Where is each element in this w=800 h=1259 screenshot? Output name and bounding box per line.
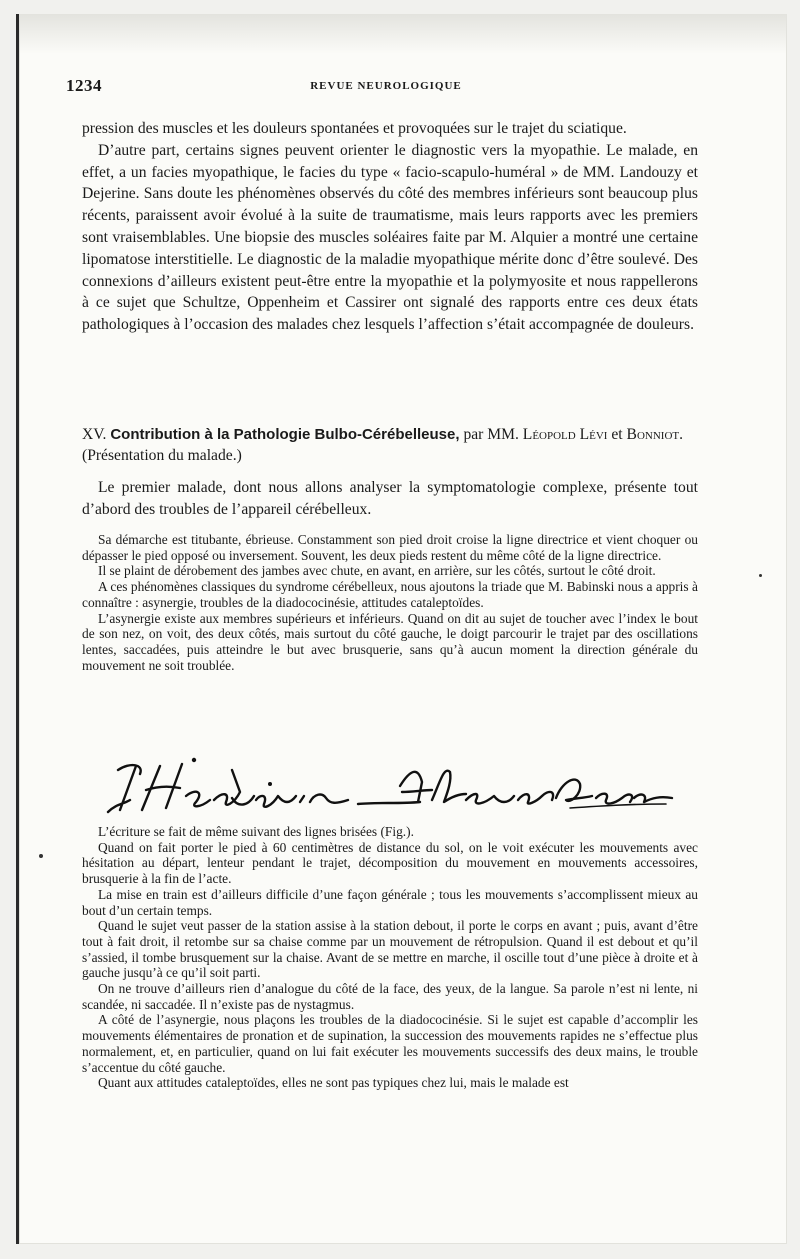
section-title-line xyxy=(82,424,698,466)
paragraph: Quand on fait porter le pied à 60 centimètres de distance du sol, on le voit exécuter les mouvements avec hésitation au départ, lenteur pendant le trajet, décomposition du mouvement en mouvements accessoires, brusquerie à la fin de l’acte. xyxy=(82,839,698,887)
paragraph: Il se plaint de dérobement des jambes avec chute, en avant, en arrière, sur les côtés, surtout le côté droit. xyxy=(98,563,656,579)
paragraph: L’écriture se fait de même suivant des lignes brisées (Fig.). xyxy=(98,824,414,839)
author-2: Bonniot. xyxy=(626,426,684,443)
page-header xyxy=(66,76,706,98)
paragraph: pression des muscles et les douleurs spontanées et provoquées sur le trajet du sciatique. xyxy=(82,120,627,137)
paragraph: L’asynergie existe aux membres supérieurs et inférieurs. Quand on dit au sujet de toucher avec l’index le bout de son nez, on voit, des deux côtés, mais surtout du côté gauche, le doigt parcourir le trajet par des oscillations lentes, saccadées, puis atteindre le but avec brusquerie, sans qu’à aucun moment la direction générale du mouvement ne soit troublée. xyxy=(82,610,698,673)
paragraph: A ces phénomènes classiques du syndrome cérébelleux, nous ajoutons la triade que M. Babinski nous a appris à connaître : asynergie, troubles de la diadococinésie, attitudes cataleptoïdes. xyxy=(82,579,698,610)
paragraph: La mise en train est d’ailleurs difficile d’une façon générale ; tous les mouvements s’accomplissent mieux au bout d’un certain temps. xyxy=(82,886,698,918)
paragraph: Quand le sujet veut passer de la station assise à la station debout, il porte le corps en avant ; puis, avant d’être tout à fait droit, il retombe sur sa chaise comme par un mouvement de rétropulsion. Quand il est debout et qu’il s’assied, il tombe brusquement sur la chaise. Avant de se mettre en marche, il oscille tout d’une pièce à droite et à gauche jusqu’à ce qu’il soit parti. xyxy=(82,918,698,981)
paragraph: Sa démarche est titubante, ébrieuse. Constamment son pied droit croise la ligne directrice et vient choquer ou dépasser le pied opposé ou inversement. Souvent, les deux pieds restent du même côté de la ligne directrice. xyxy=(82,532,698,563)
paragraph: A côté de l’asynergie, nous plaçons les troubles de la diadococinésie. Si le sujet est capable d’accomplir les mouvements élémentaires de pronation et de supination, la succession des mouvements rapides ne s’effectue plus normalement, et, en particulier, quand on lui fait exécuter les mouvements successifs des deux mains, le trouble s’accentue du côté gauche. xyxy=(82,1012,698,1075)
running-head: REVUE NEUROLOGIQUE xyxy=(310,80,462,92)
body-before-figure xyxy=(82,532,698,673)
body-after-figure xyxy=(82,824,698,1091)
signature-drawing xyxy=(100,752,680,824)
paragraph: D’autre part, certains signes peuvent orienter le diagnostic vers la myopathie. Le malade, en effet, a un facies myopathique, le facies du type « facio-scapulo-huméral » de MM. Landouzy et Dejerine. Sans doute les phénomènes observés du côté des membres inférieurs sont beaucoup plus récents, paraissent avoir évolué à la suite de traumatisme, mais leurs rapports avec les premiers sont vraisemblables. Une biopsie des muscles soléaires faite par M. Alquier a montré une certaine lipomatose interstitielle. Le diagnostic de la maladie myopathique mérite donc d’être soulevé. Des connexions d’ailleurs existent peut-être entre la myopathie et la polymyosite et nous rappellerons à ce sujet que Schultze, Oppenheim et Cassirer ont signalé des rapports entre ces deux états pathologiques à l’occasion des malades chez lesquels l’affection s’était accompagnée de douleurs. xyxy=(82,141,698,334)
paragraph: Le premier malade, dont nous allons analyser la symptomatologie complexe, présente tout d’abord des troubles de l’appareil cérébelleux. xyxy=(82,479,698,518)
continuation-text xyxy=(82,118,698,336)
paragraph: Quant aux attitudes cataleptoïdes, elles ne sont pas typiques chez lui, mais le malade est xyxy=(98,1075,569,1091)
section-number: XV. xyxy=(82,426,107,443)
scan-speck xyxy=(39,854,43,858)
page-number: 1234 xyxy=(66,76,102,95)
author-1: Léopold Lévi xyxy=(522,426,608,443)
section-intro xyxy=(82,477,698,521)
handwriting-figure xyxy=(100,752,680,824)
section-title: Contribution à la Pathologie Bulbo-Cérébelleuse, xyxy=(110,426,460,443)
presentation-note: (Présentation du malade.) xyxy=(82,447,242,464)
and-label: et xyxy=(611,426,623,443)
by-label: par MM. xyxy=(463,426,519,443)
paragraph: On ne trouve d’ailleurs rien d’analogue du côté de la face, des yeux, de la langue. Sa parole n’est ni lente, ni scandée, ni saccadée. Il n’existe pas de nystagmus. xyxy=(82,981,698,1012)
scan-speck xyxy=(759,574,762,577)
section-heading xyxy=(82,424,698,466)
